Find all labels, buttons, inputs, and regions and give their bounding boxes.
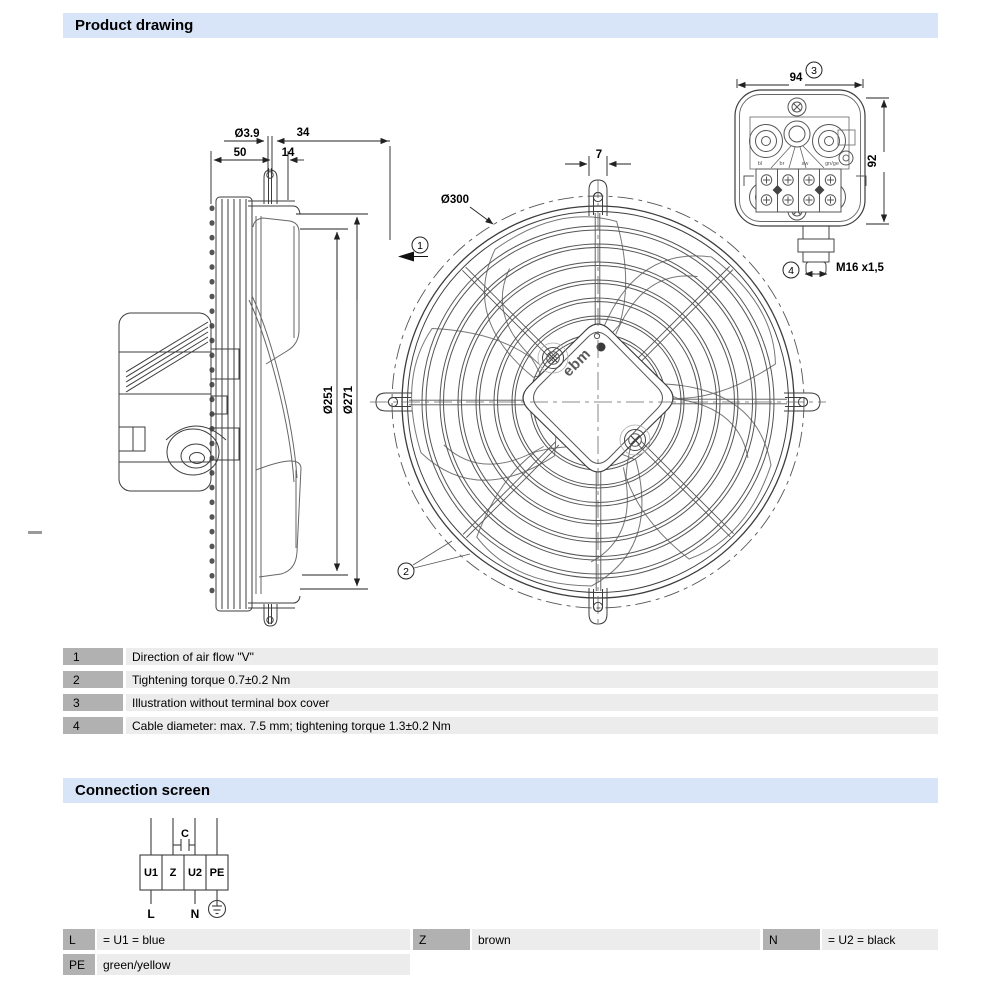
note-text: Tightening torque 0.7±0.2 Nm [126, 671, 938, 688]
capacitor-symbol [173, 839, 195, 851]
legend-label: Z [413, 929, 470, 950]
dim-34: 34 [296, 127, 310, 139]
wire-label-br: br [779, 161, 785, 167]
callout-1: 1 [417, 240, 423, 252]
side-view-motor [119, 313, 239, 491]
product-drawing-figure [0, 45, 1000, 645]
note-text: Direction of air flow "V" [126, 648, 938, 665]
wire-label-sw: sw [801, 161, 809, 167]
terminal-z: Z [169, 867, 177, 879]
note-number: 2 [63, 671, 123, 688]
connection-diagram [0, 806, 1000, 926]
product-drawing-title: Product drawing [75, 17, 194, 34]
legend-value: brown [472, 929, 760, 950]
callout-3: 3 [811, 65, 817, 77]
dim-dia-251: Ø251 [323, 385, 335, 415]
airflow-arrow [398, 252, 414, 262]
callout-2: 2 [403, 566, 409, 578]
table-row [63, 954, 938, 975]
dim-92: 92 [867, 154, 879, 168]
dim-gland-thread: M16 x1,5 [836, 262, 884, 274]
legend-value: = U1 = blue [97, 929, 410, 950]
dim-14: 14 [281, 147, 295, 159]
line-label: L [147, 907, 155, 921]
terminal-u1: U1 [143, 867, 159, 879]
centerlines [370, 180, 826, 624]
dim-dia-271: Ø271 [343, 385, 355, 415]
wire-label-bl: bl [757, 161, 763, 167]
note-number: 1 [63, 648, 123, 665]
connection-screen-title: Connection screen [75, 782, 211, 799]
dim-lug-7: 7 [595, 149, 603, 161]
terminal-pe: PE [209, 867, 225, 879]
dim-50: 50 [233, 147, 247, 159]
legend-value: = U2 = black [822, 929, 938, 950]
wire-label-gnge: gn/ge [825, 161, 839, 167]
side-view-blades [249, 218, 301, 577]
legend-label: L [63, 929, 95, 950]
table-row [63, 929, 938, 950]
legend-value: green/yellow [97, 954, 410, 975]
table-row [63, 671, 938, 688]
dim-dia-300: Ø300 [440, 194, 470, 206]
capacitor-label: C [181, 828, 189, 840]
note-number: 3 [63, 694, 123, 711]
hub-logo-text: ebm [559, 345, 595, 381]
legend-label: N [763, 929, 820, 950]
callout-4: 4 [788, 265, 794, 277]
drawing-notes-table [63, 648, 938, 734]
note-text: Illustration without terminal box cover [126, 694, 938, 711]
cable-gland [798, 226, 834, 274]
terminal-u2: U2 [187, 867, 203, 879]
earth-ground-icon [209, 890, 226, 918]
note-text: Cable diameter: max. 7.5 mm; tightening torque 1.3±0.2 Nm [126, 717, 938, 734]
table-row [63, 648, 938, 665]
front-view [366, 173, 826, 624]
note-number: 4 [63, 717, 123, 734]
connection-screen-header [63, 778, 938, 803]
table-row [63, 694, 938, 711]
terminal-strip [756, 169, 841, 212]
legend-label: PE [63, 954, 95, 975]
neutral-label: N [190, 907, 200, 921]
dim-94: 94 [789, 72, 803, 84]
side-view [119, 168, 301, 626]
table-row [63, 717, 938, 734]
dim-pin-dia: Ø3.9 [234, 128, 260, 140]
wiring-legend-table [63, 929, 938, 975]
product-drawing-header [63, 13, 938, 38]
terminal-box-detail [735, 90, 866, 274]
